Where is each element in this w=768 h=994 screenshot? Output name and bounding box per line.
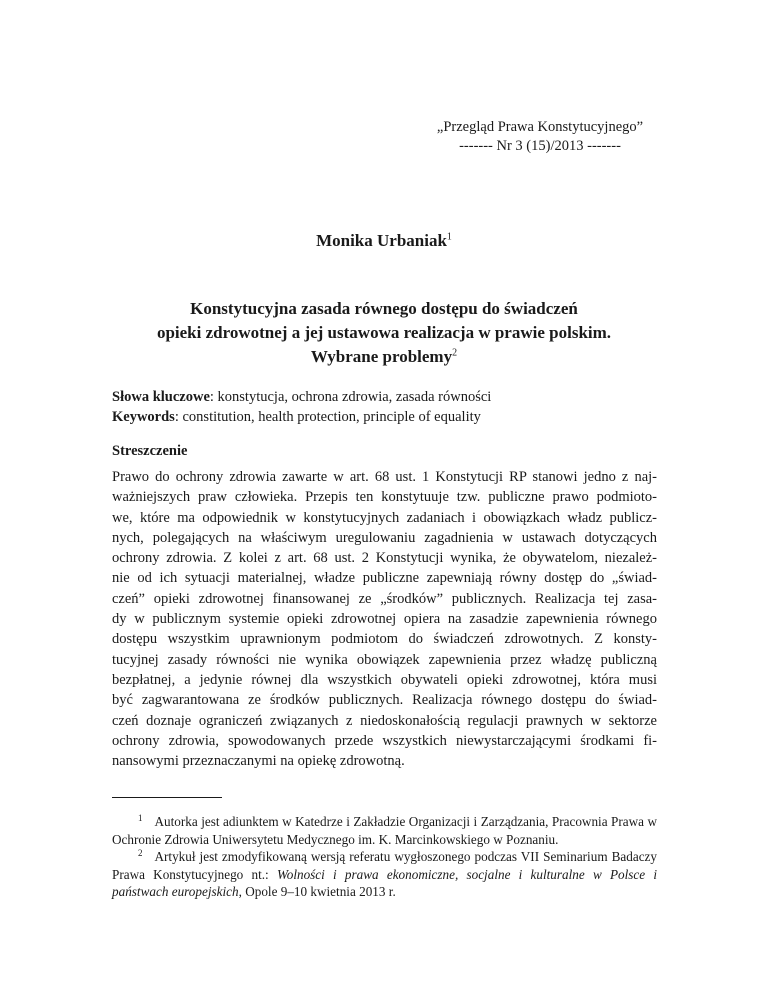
abstract-line: bezpłatnej, a jedynie równej dla wszystkich obywateli opieki zdrowotnej, która musi [112,671,657,688]
title-footnote-ref[interactable]: 2 [452,347,458,359]
author-name [0,231,768,251]
issue-line: ------- Nr 3 (15)/2013 ------- [459,138,621,154]
abstract-line: dy w publicznym systemie opieki zdrowotnej opiera na zasadzie zapewnienia równego [112,611,657,628]
abstract-line: czeń doznaje ograniczeń związanych z niedoskonałością regulacji prawnych w sektorze [112,712,657,729]
keywords-en [112,407,672,427]
footnote-2 [112,848,657,901]
abstract-line: nych, polegających na właściwym uregulowaniu zagadnienia w ustawach dotyczących [112,529,657,546]
abstract-line: ważniejszych praw człowieka. Przepis ten konstytuuje tzw. publiczne prawo podmioto- [112,489,657,506]
title-line-2: opieki zdrowotnej a jej ustawowa realizacja w prawie polskim. [156,323,612,342]
footnote-2-text-italic: Wolności i prawa ekonomiczne, socjalne i kulturalne w Polsce i państwach europejskich [112,866,658,900]
abstract-line: dostępu wszystkim uprawnionym podmiotom do świadczeń zdrowotnych. Z konsty- [112,631,657,648]
title-line-1: Konstytucyjna zasada równego dostępu do świadczeń [190,299,578,318]
journal-title: „Przegląd Prawa Konstytucyjnego” [436,119,644,135]
keywords-pl-values: : konstytucja, ochrona zdrowia, zasada równości [209,389,492,405]
footnote-2-text-before: Artykuł jest zmodyfikowaną wersją referatu wygłoszonego podczas VII Seminarium Badaczy Prawa Konstytucyjnego nt.: [112,849,657,882]
abstract-line: ochrony zdrowia. Z kolei z art. 68 ust. 2 Konstytucji wynika, że obywatelom, niezależ- [112,550,657,567]
journal-header [340,118,740,156]
footnote-1 [112,813,657,848]
author-footnote-ref[interactable]: 1 [446,231,452,243]
footnotes [112,813,657,901]
keywords-en-values: : constitution, health protection, principle of equality [174,409,481,425]
article-title [0,297,768,369]
footnote-2-number: 2 [138,847,143,858]
keywords-pl [112,387,672,407]
keywords-en-label: Keywords [112,409,175,425]
abstract-line: tucyjnej zasady równości nie wynika obowiązek zapewnienia przez władzę publiczną [112,651,657,668]
keywords-block [112,387,672,427]
abstract-line: we, które ma odpowiednik w konstytucyjnych zadaniach i obowiązkach władz publicz- [112,509,657,526]
author-name-text: Monika Urbaniak [316,231,447,250]
abstract-line: nie od ich sytuacji materialnej, władze publiczne zapewniają równy dostęp do „świad- [112,570,657,587]
abstract-heading: Streszczenie [112,443,188,459]
title-line-3: Wybrane problemy$^2$ [310,347,458,366]
abstract-line: ochrony zdrowia, spowodowanych przede wszystkich niewystarczającymi środkami fi- [112,732,657,749]
footnote-1-number: 1 [138,812,143,823]
abstract-line: czeń” opieki zdrowotnej finansowanej ze „środków” publicznych. Realizacja tej zasa- [112,590,657,607]
abstract-line: Prawo do ochrony zdrowia zawarte w art. 68 ust. 1 Konstytucji RP stanowi jedno z naj- [112,469,657,485]
footnote-divider [112,797,222,798]
abstract-line: nansowymi przeznaczanymi na opiekę zdrowotną. [112,753,405,770]
abstract-line: być zagwarantowana ze środków publicznych. Realizacja równego dostępu do świad- [112,692,657,709]
footnote-2-text-after: , Opole 9–10 kwietnia 2013 r. [238,884,396,900]
abstract-text [112,467,657,771]
footnote-1-text: Autorka jest adiunktem w Katedrze i Zakładzie Organizacji i Zarządzania, Pracownia Prawa w Ochronie Zdrowia Uniwersytetu Medycznego im. K. Marcinkowskiego w Poznaniu. [112,814,657,847]
keywords-pl-label: Słowa kluczowe [112,389,210,405]
